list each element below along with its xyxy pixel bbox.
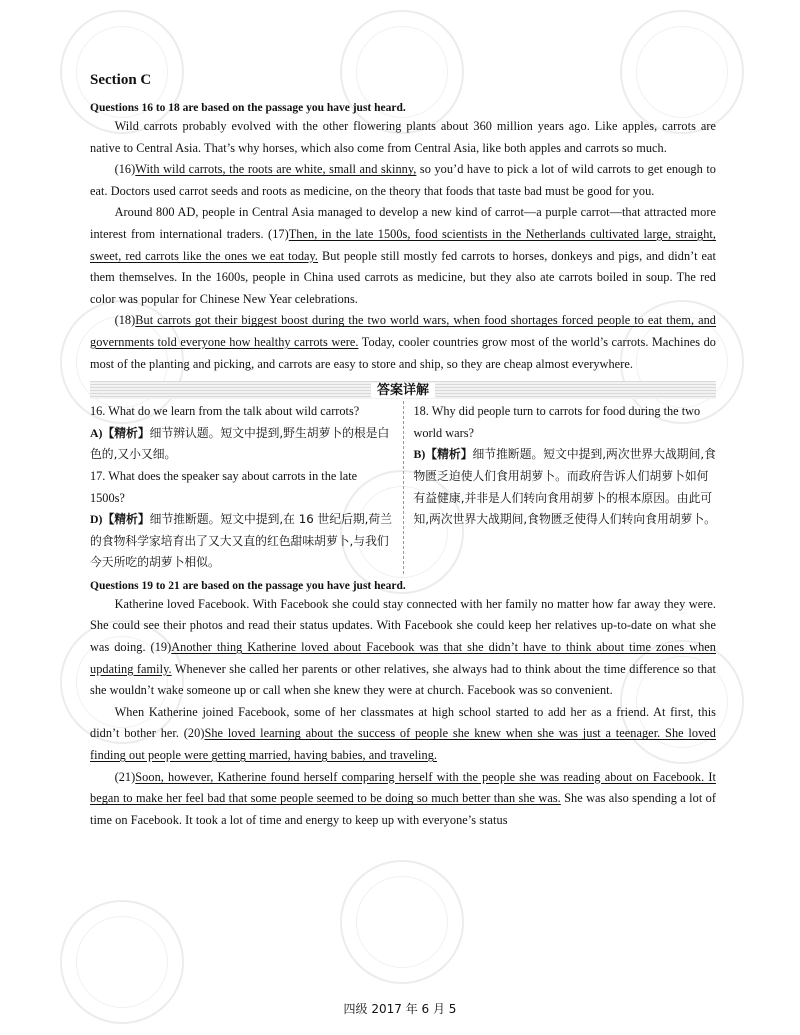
question-16: 16. What do we learn from the talk about wild carrots? [90, 404, 360, 419]
passage-1-heading: Questions 16 to 18 are based on the passage you have just heard. [90, 102, 406, 114]
paragraph: (18)But carrots got their biggest boost during the two world wars, when food shortages forced people to eat them, and governments told everyone how healthy carrots were. Today, cooler countries grow most of the world’s carrots. Machines do most of the planting and picking, and carrots are easy to store and ship, so they are cheap almost everywhere. [90, 313, 716, 371]
paragraph: Katherine loved Facebook. With Facebook she could stay connected with her family no matter how far away they were. She could see their photos and read their status updates. With Facebook she could keep her relatives up-to-date on what she was doing. (19)Another thing Katherine loved about Facebook was that she didn’t have to think about time zones when updating family. Whenever she called her parents or other relatives, she always had to think about the time difference so that she wouldn’t wake someone up or call when she knew they were at church. Facebook was so convenient. [90, 596, 717, 698]
paragraph: Wild carrots probably evolved with the other flowering plants about 360 million years ago. Like apples, carrots are native to Central Asia. That’s why horses, which also come from Central Asia, like both apples and carrots so much. [90, 119, 716, 155]
page-footer: 四级 2017 年 6 月 5 [343, 1002, 457, 1016]
question-17: 17. What does the speaker say about carrots in the late 1500s? [90, 468, 358, 505]
paragraph: (21)Soon, however, Katherine found herself comparing herself with the people she was reading about on Facebook. It began to make her feel bad that some people seemed to be doing so much better than she was. She was also spending a lot of time on Facebook. It took a lot of time and energy to keep up with everyone’s status [90, 769, 716, 827]
answer-section-title: 答案详解 [371, 383, 435, 398]
answer-18: B)【精析】细节推断题。短文中提到,两次世界大战期间,食物匮乏迫使人们食用胡萝卜。而政府告诉人们胡萝卜如何有益健康,并非是人们转向食用胡萝卜的根本原因。由此可知,两次世界大战期间,食物匮乏使得人们转向食用胡萝卜。 [413, 447, 716, 527]
passage-2-heading: Questions 19 to 21 are based on the passage you have just heard. [90, 579, 406, 592]
paragraph: (16)With wild carrots, the roots are white, small and skinny, so you’d have to pick a lot of wild carrots to get enough to eat. Doctors used carrot seeds and roots as medicine, on the theory that foods that taste bad must be good for you. [90, 162, 717, 198]
answer-column-left [90, 401, 403, 574]
paragraph: Around 800 AD, people in Central Asia managed to develop a new kind of carrot—a purple carrot—that attracted more interest from international traders. (17)Then, in the late 1500s, food scientists in the Netherlands cultivated large, straight, sweet, red carrots like the ones we eat today. But people still mostly fed carrots to horses, donkeys and pigs, and didn’t eat them themselves. In the 1600s, people in China used carrots as medicine, but they also ate carrots boiled in soup. The red color was popular for Chinese New Year celebrations. [90, 205, 717, 306]
watermark-seal [340, 860, 464, 984]
answer-column-right [403, 401, 717, 574]
answer-section-bar [90, 381, 716, 399]
answer-17: D)【精析】细节推断题。短文中提到,在 16 世纪后期,荷兰的食物科学家培育出了又大又直的红色甜味胡萝卜,与我们今天所吃的胡萝卜相似。 [90, 512, 393, 570]
answer-columns [90, 401, 716, 574]
question-18: 18. Why did people turn to carrots for food during the two world wars? [413, 404, 701, 440]
paragraph: When Katherine joined Facebook, some of her classmates at high school started to add her as a friend. At first, this didn’t bother her. (20)She loved learning about the success of people she knew when she was just a teenager. She loved finding out people were getting married, having babies, and traveling. [90, 704, 716, 763]
page-content [90, 72, 716, 831]
answer-16: A)【精析】细节辨认题。短文中提到,野生胡萝卜的根是白色的,又小又细。 [90, 425, 390, 462]
section-title: Section C [90, 72, 152, 88]
